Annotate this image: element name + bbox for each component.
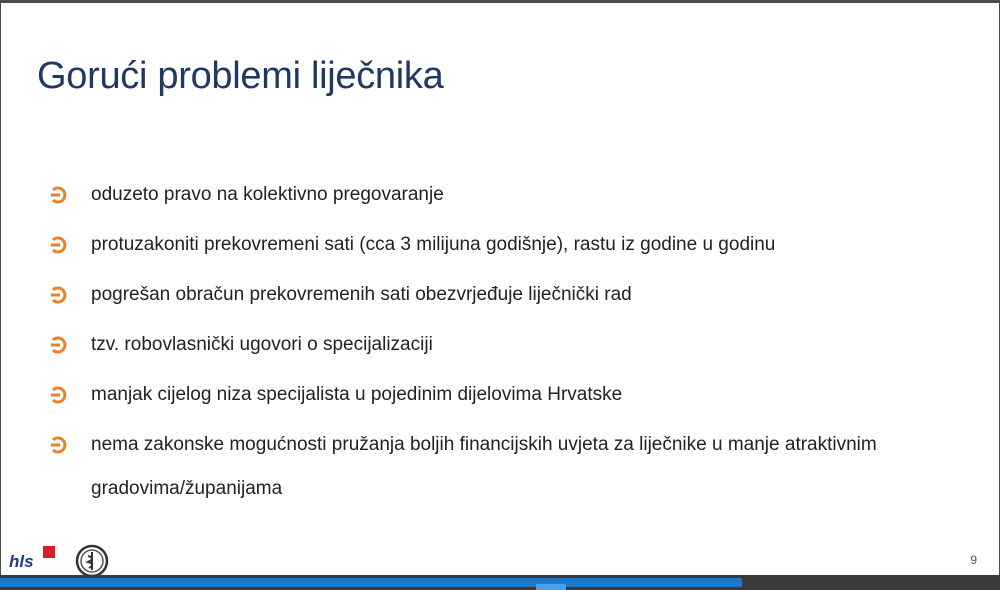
bullet-text: tzv. robovlasnički ugovori o specijalizaciji xyxy=(91,334,433,355)
hls-logo-badge xyxy=(43,546,55,558)
hls-logo: hls xyxy=(9,552,34,571)
bullet-item xyxy=(49,183,949,207)
viewer-progress-bar xyxy=(0,578,742,587)
bullet-item xyxy=(49,283,949,307)
circle-arrow-icon xyxy=(49,386,67,404)
bullet-item xyxy=(49,233,949,257)
slide xyxy=(1,3,999,575)
circle-arrow-icon xyxy=(49,236,67,254)
circle-arrow-icon xyxy=(49,436,67,454)
bullet-item xyxy=(49,333,949,357)
bullet-list xyxy=(49,183,949,537)
bullet-text: pogrešan obračun prekovremenih sati obezvrjeđuje liječnički rad xyxy=(91,284,632,305)
page-number: 9 xyxy=(970,553,977,567)
bullet-item xyxy=(49,383,949,407)
slide-title: Gorući problemi liječnika xyxy=(37,55,444,97)
bullet-text: oduzeto pravo na kolektivno pregovaranje xyxy=(91,184,444,205)
medical-chamber-emblem-icon xyxy=(75,544,109,578)
circle-arrow-icon xyxy=(49,286,67,304)
bullet-text: protuzakoniti prekovremeni sati (cca 3 milijuna godišnje), rastu iz godine u godinu xyxy=(91,234,776,255)
bullet-item xyxy=(49,423,949,511)
bullet-text: nema zakonske mogućnosti pružanja boljih financijskih uvjeta za liječnike u manje atraktivnim gradovima/županijama xyxy=(91,434,877,499)
circle-arrow-icon xyxy=(49,186,67,204)
circle-arrow-icon xyxy=(49,336,67,354)
bullet-text: manjak cijelog niza specijalista u pojedinim dijelovima Hrvatske xyxy=(91,384,623,405)
viewer-progress-handle[interactable] xyxy=(536,584,566,590)
